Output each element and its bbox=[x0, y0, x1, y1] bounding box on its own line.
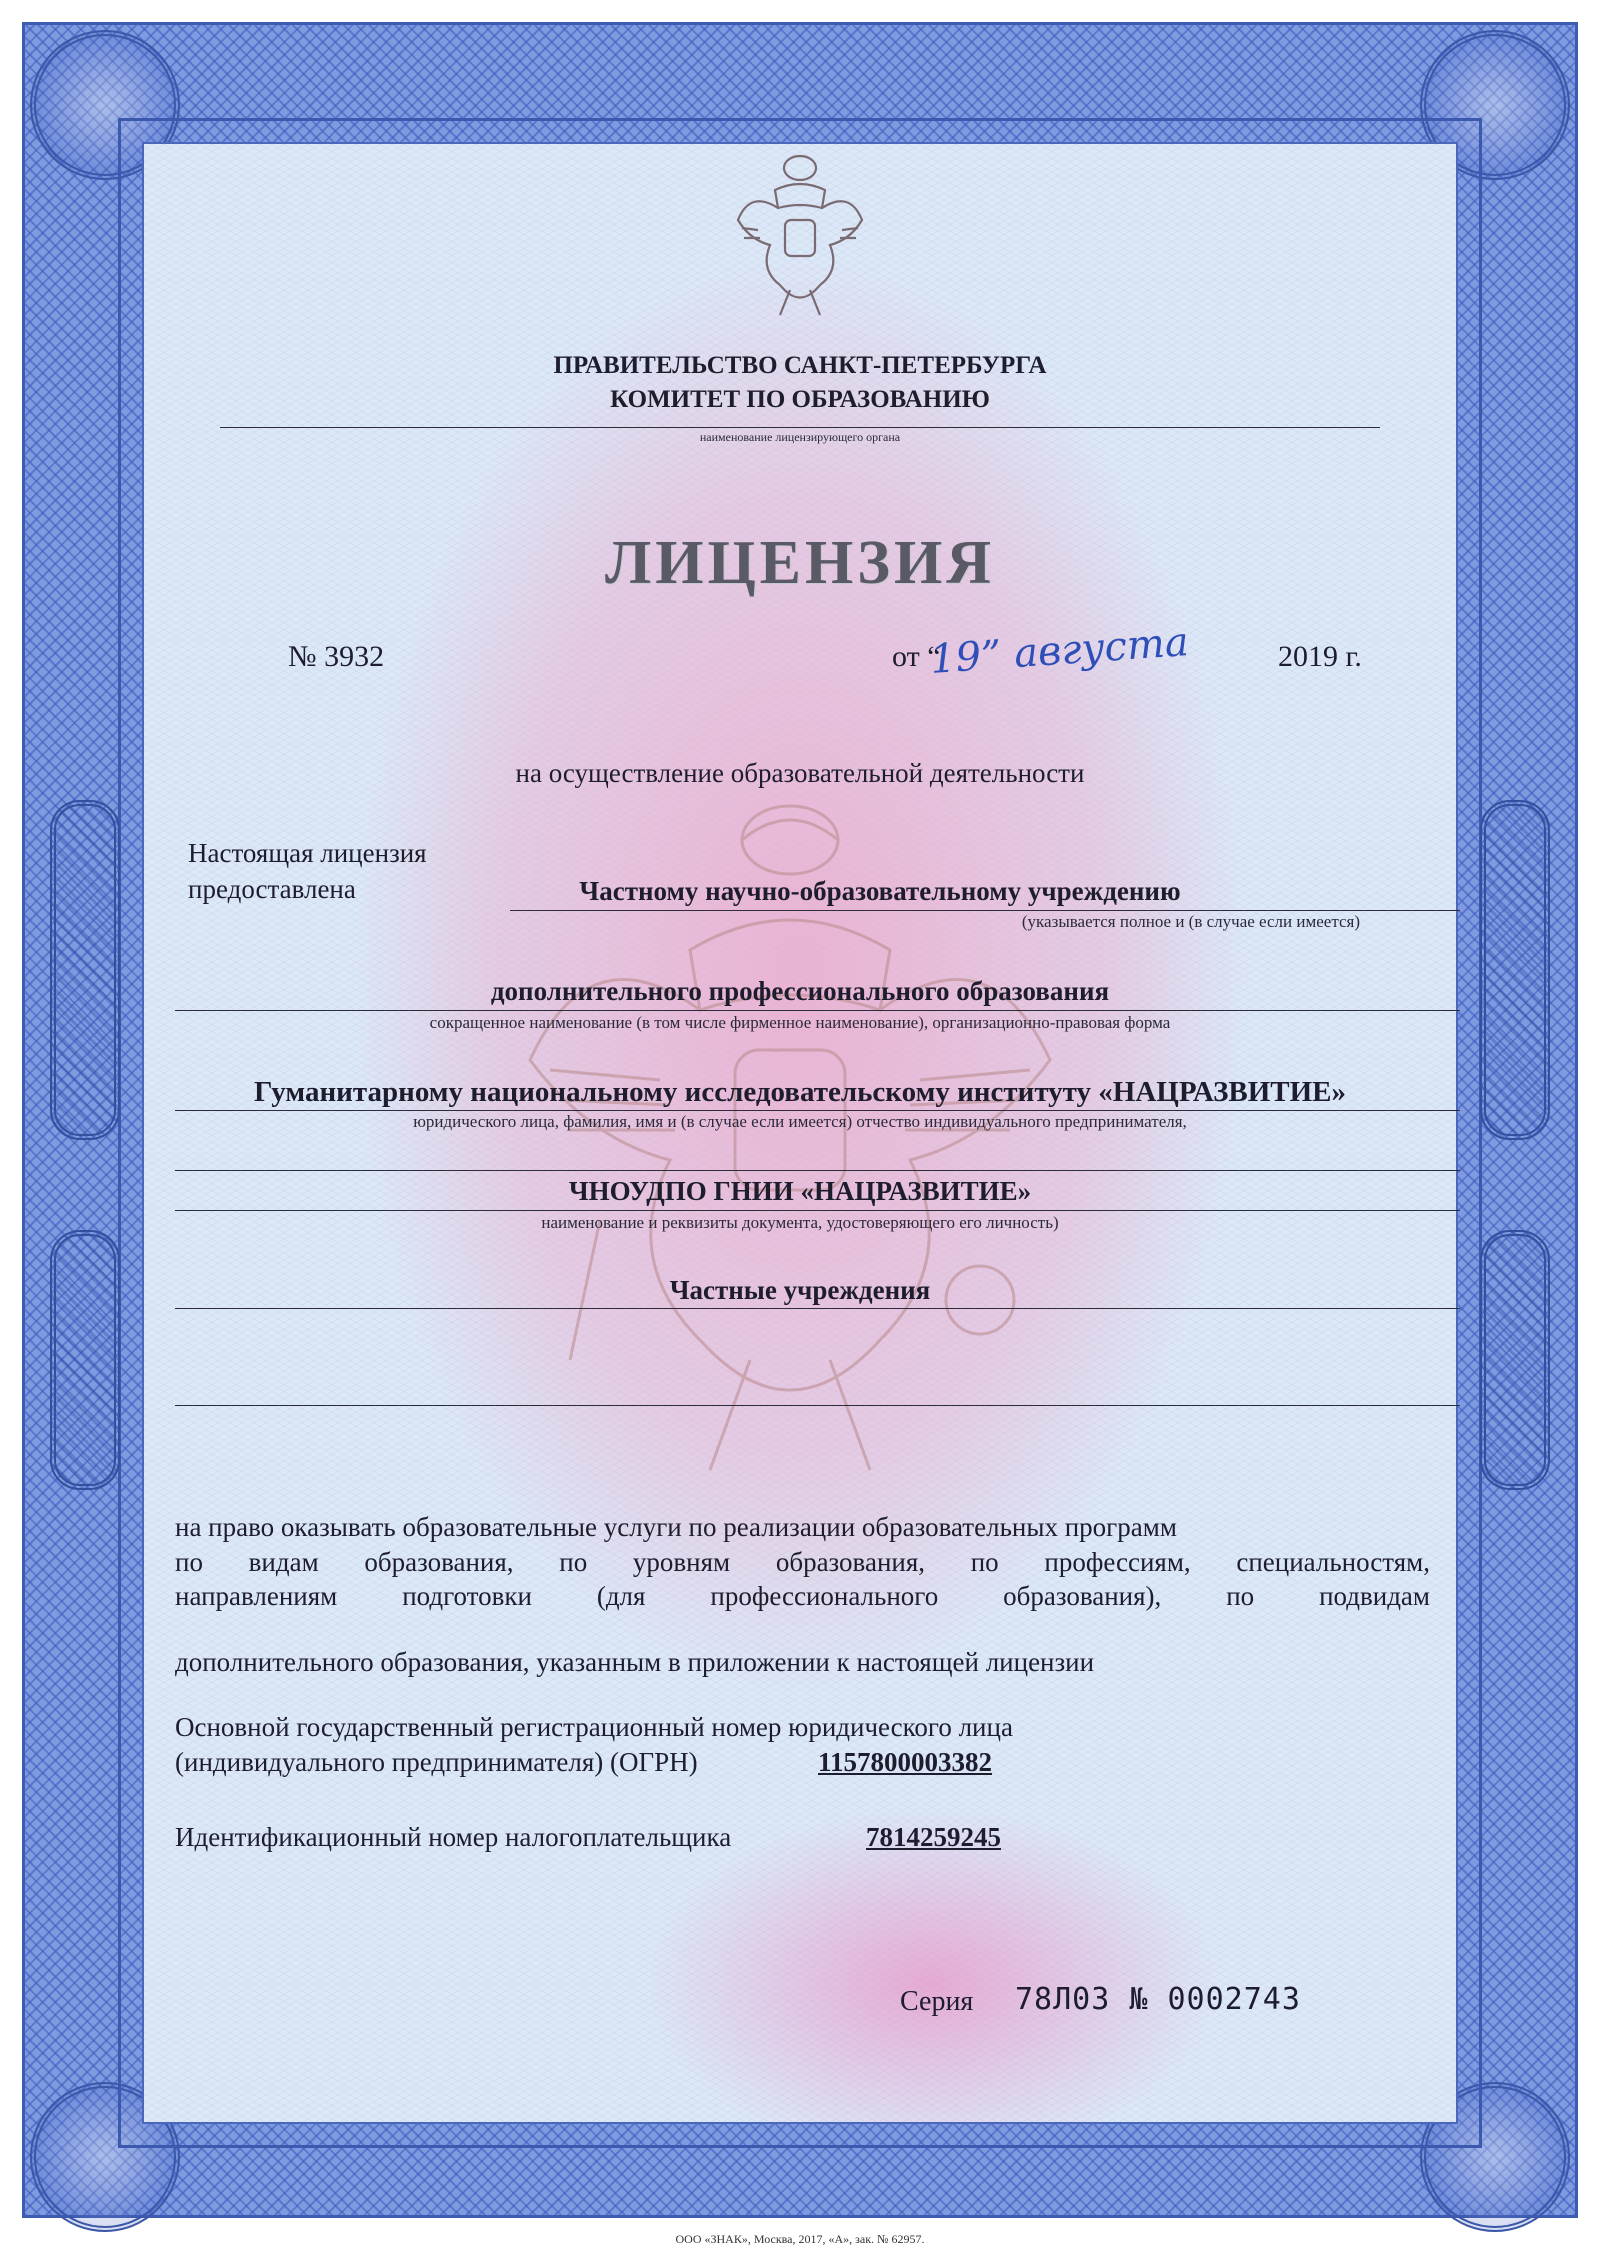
license-year: 2019 г. bbox=[1278, 640, 1362, 673]
ogrn-label-line-2: (индивидуального предпринимателя) (ОГРН) bbox=[175, 1747, 698, 1777]
rights-line-1: на право оказывать образовательные услуги по реализации образовательных программ bbox=[175, 1512, 1177, 1542]
authority-underline bbox=[220, 427, 1380, 428]
organization-name-line-2: дополнительного профессионального образования bbox=[490, 976, 1110, 1006]
date-prefix: от “ bbox=[892, 640, 941, 673]
license-number: № 3932 bbox=[288, 640, 385, 673]
side-knot-ornament-icon bbox=[1480, 800, 1550, 1140]
field-underline bbox=[175, 1210, 1460, 1211]
ogrn-label-line-1: Основной государственный регистрационный номер юридического лица bbox=[175, 1712, 1013, 1742]
coat-of-arms-icon bbox=[730, 150, 870, 320]
license-purpose: на осуществление образовательной деятельности bbox=[515, 758, 1085, 788]
rights-paragraph bbox=[175, 1510, 1430, 1614]
rights-line-4: дополнительного образования, указанным в приложении к настоящей лицензии bbox=[175, 1647, 1095, 1677]
rights-line-3: направлениям подготовки (для профессионального образования), по подвидам bbox=[175, 1581, 1430, 1611]
field-underline bbox=[175, 1170, 1460, 1171]
field-underline bbox=[175, 1110, 1460, 1111]
side-knot-ornament-icon bbox=[1480, 1230, 1550, 1490]
side-knot-ornament-icon bbox=[50, 800, 120, 1140]
organization-caption-1: (указывается полное и (в случае если имеется) bbox=[1021, 912, 1360, 931]
field-underline bbox=[175, 1308, 1460, 1309]
organization-name-line-3: Гуманитарному национальному исследовательскому институту «НАЦРАЗВИТИЕ» bbox=[253, 1076, 1347, 1108]
handwritten-date: 19” августа bbox=[928, 619, 1191, 683]
series-number: 78Л03 № 0002743 bbox=[1015, 1982, 1301, 2017]
field-underline bbox=[175, 1010, 1460, 1011]
authority-line-1: ПРАВИТЕЛЬСТВО САНКТ-ПЕТЕРБУРГА bbox=[553, 352, 1047, 379]
inn-label: Идентификационный номер налогоплательщика bbox=[175, 1822, 732, 1852]
ogrn-value: 1157800003382 bbox=[818, 1747, 993, 1777]
granted-label-line-1: Настоящая лицензия bbox=[188, 838, 427, 868]
printer-imprint: ООО «ЗНАК», Москва, 2017, «А», зак. № 62957. bbox=[675, 2232, 925, 2246]
authority-line-2: КОМИТЕТ ПО ОБРАЗОВАНИЮ bbox=[610, 386, 990, 413]
field-underline bbox=[510, 910, 1460, 911]
organization-caption-3: юридического лица, фамилия, имя и (в случае если имеется) отчество индивидуального предпринимателя, bbox=[413, 1112, 1187, 1131]
granted-label-line-2: предоставлена bbox=[188, 874, 356, 904]
document-title: ЛИЦЕНЗИЯ bbox=[605, 529, 995, 597]
rights-line-2: по видам образования, по уровням образования, по профессиям, специальностям, bbox=[175, 1546, 1430, 1577]
field-underline bbox=[175, 1405, 1460, 1406]
inn-value: 7814259245 bbox=[866, 1822, 1001, 1852]
organization-name-line-1: Частному научно-образовательному учреждению bbox=[579, 876, 1181, 906]
organization-form: Частные учреждения bbox=[669, 1275, 931, 1305]
series-label: Серия bbox=[900, 1986, 974, 2017]
organization-caption-4: наименование и реквизиты документа, удостоверяющего его личность) bbox=[541, 1213, 1059, 1232]
organization-caption-2: сокращенное наименование (в том числе фирменное наименование), организационно-правовая форма bbox=[429, 1013, 1171, 1032]
authority-caption: наименование лицензирующего органа bbox=[699, 430, 901, 444]
side-knot-ornament-icon bbox=[50, 1230, 120, 1490]
organization-short-name: ЧНОУДПО ГНИИ «НАЦРАЗВИТИЕ» bbox=[568, 1176, 1032, 1206]
